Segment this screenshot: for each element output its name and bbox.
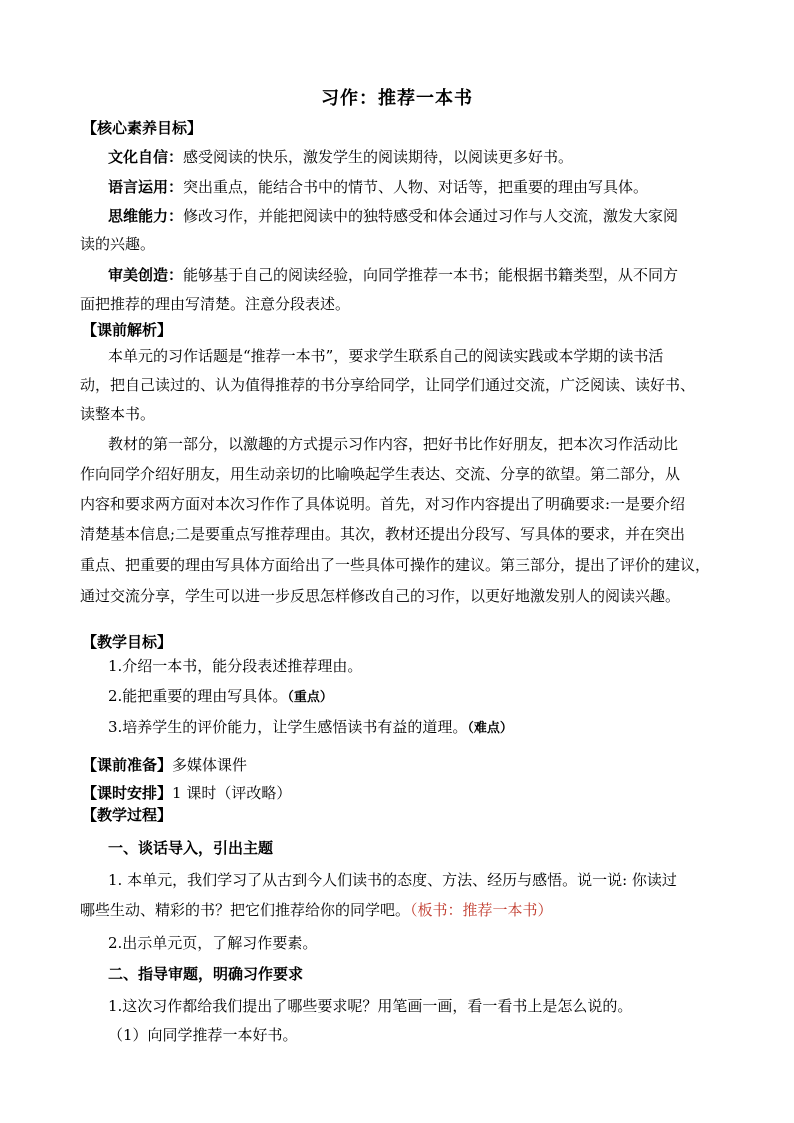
analysis-p2-line1: 教材的第一部分，以激趣的方式提示习作内容，把好书比作好朋友，把本次习作活动比: [108, 435, 679, 453]
process-step-1-p2: 2.出示单元页，了解习作要素。: [108, 934, 318, 952]
goal-aesthetic-cont: 面把推荐的理由写清楚。注意分段表述。: [80, 295, 351, 313]
goal-culture: [108, 147, 573, 167]
schedule-line: [82, 783, 291, 803]
process-step-2-p1: 1.这次习作都给我们提出了哪些要求呢？用笔画一画，看一看书上是怎么说的。: [108, 997, 633, 1015]
process-step-2-p2: （1）向同学推荐一本好书。: [108, 1026, 298, 1044]
goal-thinking-label: 思维能力：: [108, 207, 184, 225]
analysis-p2-line6: 通过交流分享，学生可以进一步反思怎样修改自己的习作，以更好地激发别人的阅读兴趣。: [80, 587, 681, 605]
heading-schedule: 【课时安排】: [82, 784, 173, 802]
goal-thinking: [108, 206, 678, 226]
heading-analysis: 【课前解析】: [82, 321, 173, 339]
teaching-goal-3-text: 3.培养学生的评价能力，让学生感悟读书有益的道理。: [108, 718, 468, 736]
analysis-p2-line4: 清楚基本信息;二是要重点写推荐理由。其次，教材还提出分段写、写具体的要求，并在突出: [80, 525, 686, 543]
teaching-goal-1: 1.介绍一本书，能分段表述推荐理由。: [108, 657, 363, 675]
process-step-2-title: 二、指导审题，明确习作要求: [108, 965, 304, 983]
board-note: （板书：推荐一本书）: [410, 901, 553, 919]
teaching-goal-3: [108, 717, 513, 739]
goal-language-text: 突出重点，能结合书中的情节、人物、对话等，把重要的理由写具体。: [183, 178, 649, 196]
analysis-p1-line1: 本单元的习作话题是“推荐一本书”，要求学生联系自己的阅读实践或本学期的读书活: [108, 347, 664, 365]
analysis-p2-line2: 作向同学介绍好朋友，用生动亲切的比喻唤起学生表达、交流、分享的欲望。第二部分，从: [80, 465, 681, 483]
analysis-p1-line2: 动，把自己读过的、认为值得推荐的书分享给同学，让同学们通过交流，广泛阅读、读好书、: [80, 376, 696, 394]
goal-culture-text: 感受阅读的快乐，激发学生的阅读期待，以阅读更多好书。: [183, 148, 574, 166]
page-title: 习作：推荐一本书: [321, 88, 473, 109]
teaching-goal-2-tag: （重点）: [287, 690, 333, 705]
goal-language-label: 语言运用：: [108, 178, 184, 196]
process-step-1-p1-line1: 1. 本单元，我们学习了从古到今人们读书的态度、方法、经历与感悟。说一说: 你读过: [108, 871, 677, 889]
schedule-text: 1 课时（评改略）: [172, 784, 292, 802]
process-step-1-p1-line2: [80, 900, 553, 920]
heading-teaching-goals: 【教学目标】: [82, 633, 173, 651]
prep-text: 多媒体课件: [172, 756, 248, 774]
analysis-p2-line3: 内容和要求两方面对本次习作作了具体说明。首先，对习作内容提出了明确要求:一是要介绍: [80, 495, 686, 513]
goal-aesthetic: [108, 265, 678, 285]
goal-language: [108, 177, 648, 197]
heading-core-goals: 【核心素养目标】: [82, 119, 203, 137]
goal-aesthetic-text: 能够基于自己的阅读经验，向同学推荐一本书；能根据书籍类型，从不同方: [183, 266, 679, 284]
goal-thinking-text: 修改习作，并能把阅读中的独特感受和体会通过习作与人交流，激发大家阅: [183, 207, 679, 225]
goal-culture-label: 文化自信：: [108, 148, 184, 166]
analysis-p1-line3: 读整本书。: [80, 405, 156, 423]
teaching-goal-2: [108, 686, 333, 708]
prep-line: [82, 755, 247, 775]
goal-thinking-cont: 读的兴趣。: [80, 235, 156, 253]
heading-process: 【教学过程】: [82, 806, 173, 824]
heading-prep: 【课前准备】: [82, 756, 173, 774]
teaching-goal-2-text: 2.能把重要的理由写具体。: [108, 687, 288, 705]
process-step-1-p1-line2-text: 哪些生动、精彩的书？把它们推荐给你的同学吧。: [80, 901, 411, 919]
teaching-goal-3-tag: （难点）: [467, 721, 513, 736]
analysis-p2-line5: 重点、把重要的理由写具体方面给出了一些具体可操作的建议。第三部分，提出了评价的建议，: [80, 556, 711, 574]
goal-aesthetic-label: 审美创造：: [108, 266, 184, 284]
process-step-1-title: 一、谈话导入，引出主题: [108, 839, 274, 857]
